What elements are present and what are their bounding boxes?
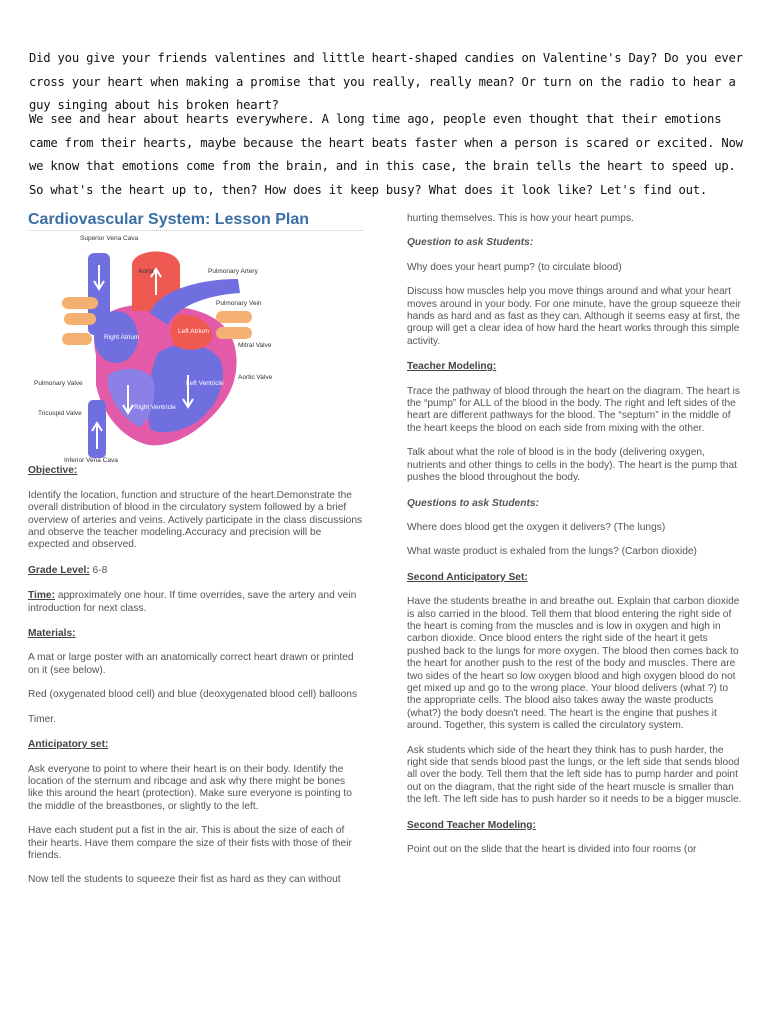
objective-text: Identify the location, function and structure of the heart.Demonstrate the overall distribution of blood in the circulatory system followed by a brief overview of arteries and veins. Actively participate in the class discussions and observe the teacher modeling.Accuracy and precision will be expected and observed. — [28, 489, 363, 551]
discuss-text: Discuss how muscles help you move things around and what your heart moves around in your body. For one minute, have the group squeeze their hands as hard and as fast as they can. Although it seems easy at first, the group will get a clear idea of how hard the heart works through this simple activity. — [407, 286, 741, 347]
grade-level — [28, 565, 363, 577]
label-pulmonary-vein: Pulmonary Vein — [216, 300, 262, 308]
intro-paragraph-1: Did you give your friends valentines and little heart-shaped candies on Valentine's Day? Do you ever cross your heart when making a promise that you really, really mean? Or turn on the radio to hear a guy singing about his broken heart? — [29, 51, 743, 112]
second-anticipatory-text-1: Have the students breathe in and breathe out. Explain that carbon dioxide is also carried in the blood. Tell them that blood entering the right side of the heart is coming from the muscles and is low in oxygen and high in carbon dioxide. Once blood enters the right side of the heart it gets pushed back to the lungs for more oxygen. The blood then comes back to the heart for another push to the rest of the body and muscles. There are two sides of the heart so low oxygen blood and high oxygen blood do not get mixed up and go to the wrong place. Your blood delivers (what ?) to the appropriate cells. The blood also takes away the waste products (what?) the body doesn't need. The heart is the engine that pushes it around. Together, this system is called the circulatory system. — [407, 596, 740, 732]
materials-heading: Materials: — [28, 628, 76, 640]
label-superior-vena-cava: Superior Vena Cava — [80, 235, 139, 243]
grade-level-value: 6-8 — [89, 564, 108, 576]
pulmonary-vein-right-upper — [216, 311, 252, 323]
anticipatory-text-1: Ask everyone to point to where their heart is on their body. Identify the location of the sternum and ribcage and ask why there might be bones like this around the heart (protection). Make sure everyone is pointing to the middle of the breastbones, or slightly to the left. — [28, 763, 352, 812]
lesson-plan-title: Cardiovascular System: Lesson Plan — [28, 214, 363, 231]
teacher-modeling-heading: Teacher Modeling: — [407, 361, 497, 373]
pulmonary-vein-left-3 — [62, 333, 92, 345]
heart-diagram — [28, 235, 273, 465]
intro-paragraph-2: We see and hear about hearts everywhere. A long time ago, people even thought that their emotions came from their hearts, maybe because the heart beats faster when a person is scared or excited. Now we know that emotions come from the brain, and in this case, the brain tells the heart to speed up. So what's the heart up to, then? How does it keep busy? What does it look like? Let's find out. — [29, 112, 743, 197]
second-anticipatory-text-2: Ask students which side of the heart they think has to push harder, the right side that sends blood past the lungs, or the left side that sends blood all over the body. Tell them that the left side has to pump harder and point out on the diagram, that the right side of the heart muscle is smaller than the left. The left side has to push harder so it needs to be a bigger muscle. — [407, 744, 742, 806]
label-pulmonary-valve: Pulmonary Valve — [34, 380, 83, 388]
anticipatory-text-2: Have each student put a fist in the air. This is about the size of each of their hearts. Have them compare the size of their fists with those of their friends. — [28, 825, 352, 861]
materials-item-3: Timer. — [28, 713, 56, 725]
label-pulmonary-artery: Pulmonary Artery — [208, 268, 258, 276]
label-inferior-vena-cava: Inferior Vena Cava — [64, 457, 118, 465]
question-heading-2: Questions to ask Students: — [407, 497, 539, 509]
anticipatory-text-3: Now tell the students to squeeze their fist as hard as they can without — [28, 874, 341, 886]
label-mitral-valve: Mitral Valve — [238, 342, 272, 350]
second-teacher-modeling-text: Point out on the slide that the heart is divided into four rooms (or — [407, 844, 697, 856]
time-label: Time: — [28, 590, 55, 602]
anticipatory-heading: Anticipatory set: — [28, 739, 109, 751]
label-aortic-valve: Aortic Valve — [238, 374, 273, 382]
materials-item-2: Red (oxygenated blood cell) and blue (deoxygenated blood cell) balloons — [28, 689, 358, 701]
question-heading-1: Question to ask Students: — [407, 237, 534, 249]
heart-diagram-svg — [28, 235, 273, 465]
question-text-2a: Where does blood get the oxygen it delivers? (The lungs) — [407, 521, 666, 533]
right-column — [407, 213, 742, 856]
question-text-1: Why does your heart pump? (to circulate blood) — [407, 261, 622, 273]
teacher-modeling-text-1: Trace the pathway of blood through the heart on the diagram. The heart is the “pump” for ALL of the blood in the body. The right and left sides of the heart are different pathways for the blood. The “septum” in the middle of the heart keeps the blood on each side from mixing with the other. — [407, 385, 740, 434]
pulmonary-vein-right-lower — [216, 327, 252, 339]
label-aorta: Aorta — [138, 268, 154, 276]
label-right-ventricle: Right Ventricle — [134, 404, 176, 412]
second-anticipatory-heading: Second Anticipatory Set: — [407, 571, 528, 583]
label-left-ventricle: Left Ventricle — [186, 380, 224, 388]
grade-level-label: Grade Level: — [28, 564, 90, 576]
label-right-atrium: Right Atrium — [104, 334, 140, 342]
continued-text: hurting themselves. This is how your heart pumps. — [407, 213, 634, 224]
materials-item-1: A mat or large poster with an anatomically correct heart drawn or printed on it (see below). — [28, 652, 354, 676]
left-ventricle-chamber — [148, 345, 223, 433]
time-value: approximately one hour. If time overrides, save the artery and vein introduction for next class. — [28, 590, 357, 614]
label-left-atrium: Left Atrium — [178, 328, 210, 336]
pulmonary-vein-left-upper — [62, 297, 98, 309]
question-text-2b: What waste product is exhaled from the lungs? (Carbon dioxide) — [407, 546, 697, 558]
objective-heading: Objective: — [28, 465, 78, 477]
left-column — [28, 212, 363, 887]
pulmonary-vein-left-lower — [64, 313, 96, 325]
label-tricuspid-valve: Tricuspid Valve — [38, 410, 82, 418]
teacher-modeling-text-2: Talk about what the role of blood is in the body (delivering oxygen, nutrients and other things to cells in the body). The heart is the pump that pushes the blood throughout the body. — [407, 447, 737, 484]
second-teacher-modeling-heading: Second Teacher Modeling: — [407, 819, 536, 831]
time-info — [28, 590, 363, 615]
